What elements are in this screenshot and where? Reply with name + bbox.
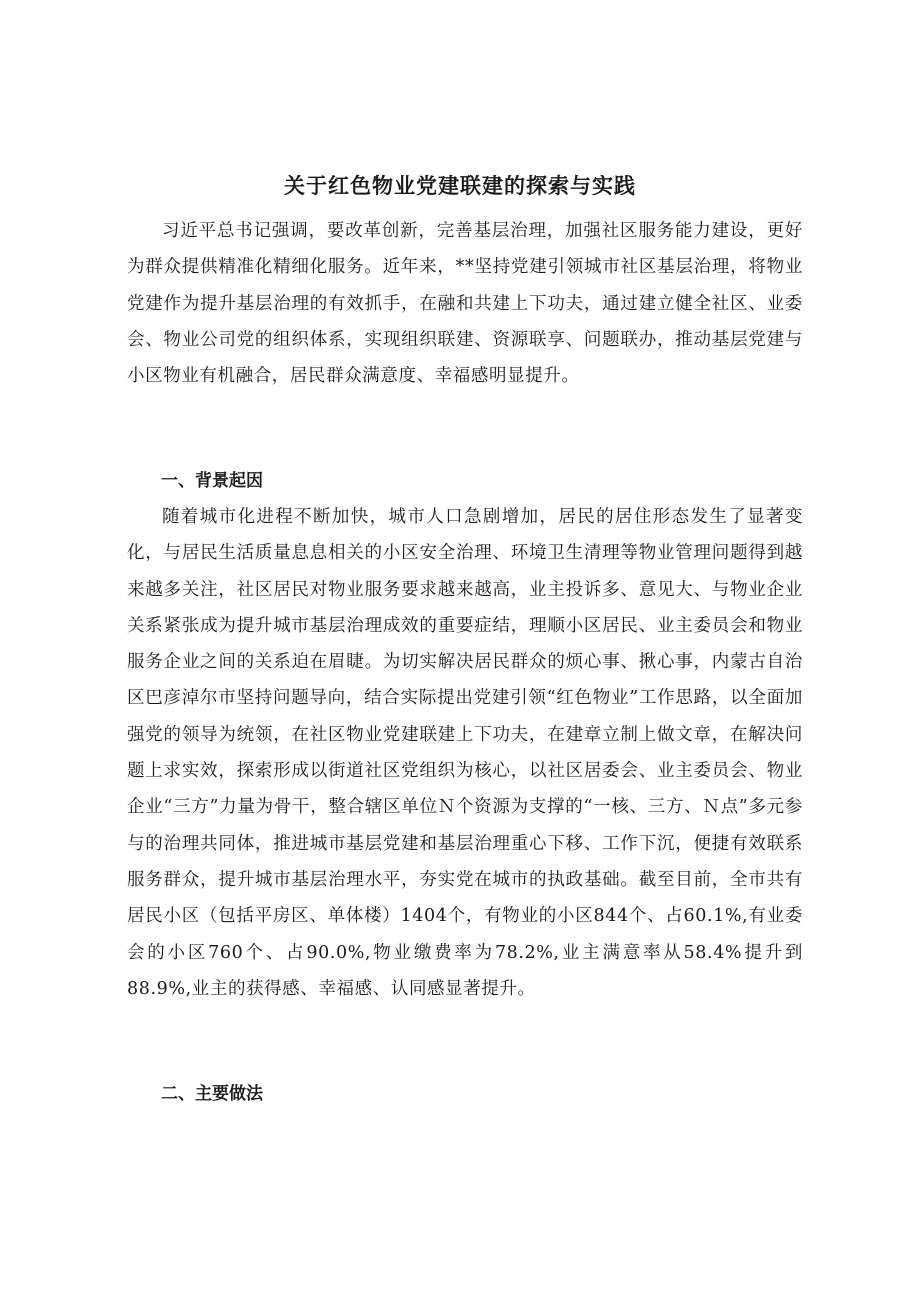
section-heading-background: 一、背景起因 — [161, 471, 263, 491]
intro-paragraph: 习近平总书记强调，要改革创新，完善基层治理，加强社区服务能力建设，更好为群众提供精准化精细化服务。近年来，**坚持党建引领城市社区基层治理，将物业党建作为提升基层治理的有效抓手，在融和共建上下功夫，通过建立健全社区、业委会、物业公司党的组织体系，实现组织联建、资源联享、问题联办，推动基层党建与小区物业有机融合，居民群众满意度、幸福感明显提升。 — [127, 221, 803, 387]
document-title: 关于红色物业党建联建的探索与实践 — [284, 174, 636, 198]
section-heading-main-practices: 二、主要做法 — [161, 1084, 263, 1104]
background-paragraph: 随着城市化进程不断加快，城市人口急剧增加，居民的居住形态发生了显著变化，与居民生活质量息息相关的小区安全治理、环境卫生清理等物业管理问题得到越来越多关注，社区居民对物业服务要求越来越高，业主投诉多、意见大、与物业企业关系紧张成为提升城市基层治理成效的重要症结，理顺小区居民、业主委员会和物业服务企业之间的关系迫在眉睫。为切实解决居民群众的烦心事、揪心事，内蒙古自治区巴彦淖尔市坚持问题导向，结合实际提出党建引领“红色物业”工作思路，以全面加强党的领导为统领，在社区物业党建联建上下功夫，在建章立制上做文章，在解决问题上求实效，探索形成以街道社区党组织为核心，以社区居委会、业主委员会、物业企业“三方”力量为骨干，整合辖区单位Ｎ个资源为支撑的“一核、三方、Ｎ点”多元参与的治理共同体，推进城市基层党建和基层治理重心下移、工作下沉，便捷有效联系服务群众，提升城市基层治理水平，夯实党在城市的执政基础。截至目前，全市共有居民小区（包括平房区、单体楼）1404个，有物业的小区844个、占60.1%,有业委会的小区760个、占90.0%,物业缴费率为78.2%,业主满意率从58.4%提升到88.9%,业主的获得感、幸福感、认同感显著提升。 — [127, 507, 803, 999]
